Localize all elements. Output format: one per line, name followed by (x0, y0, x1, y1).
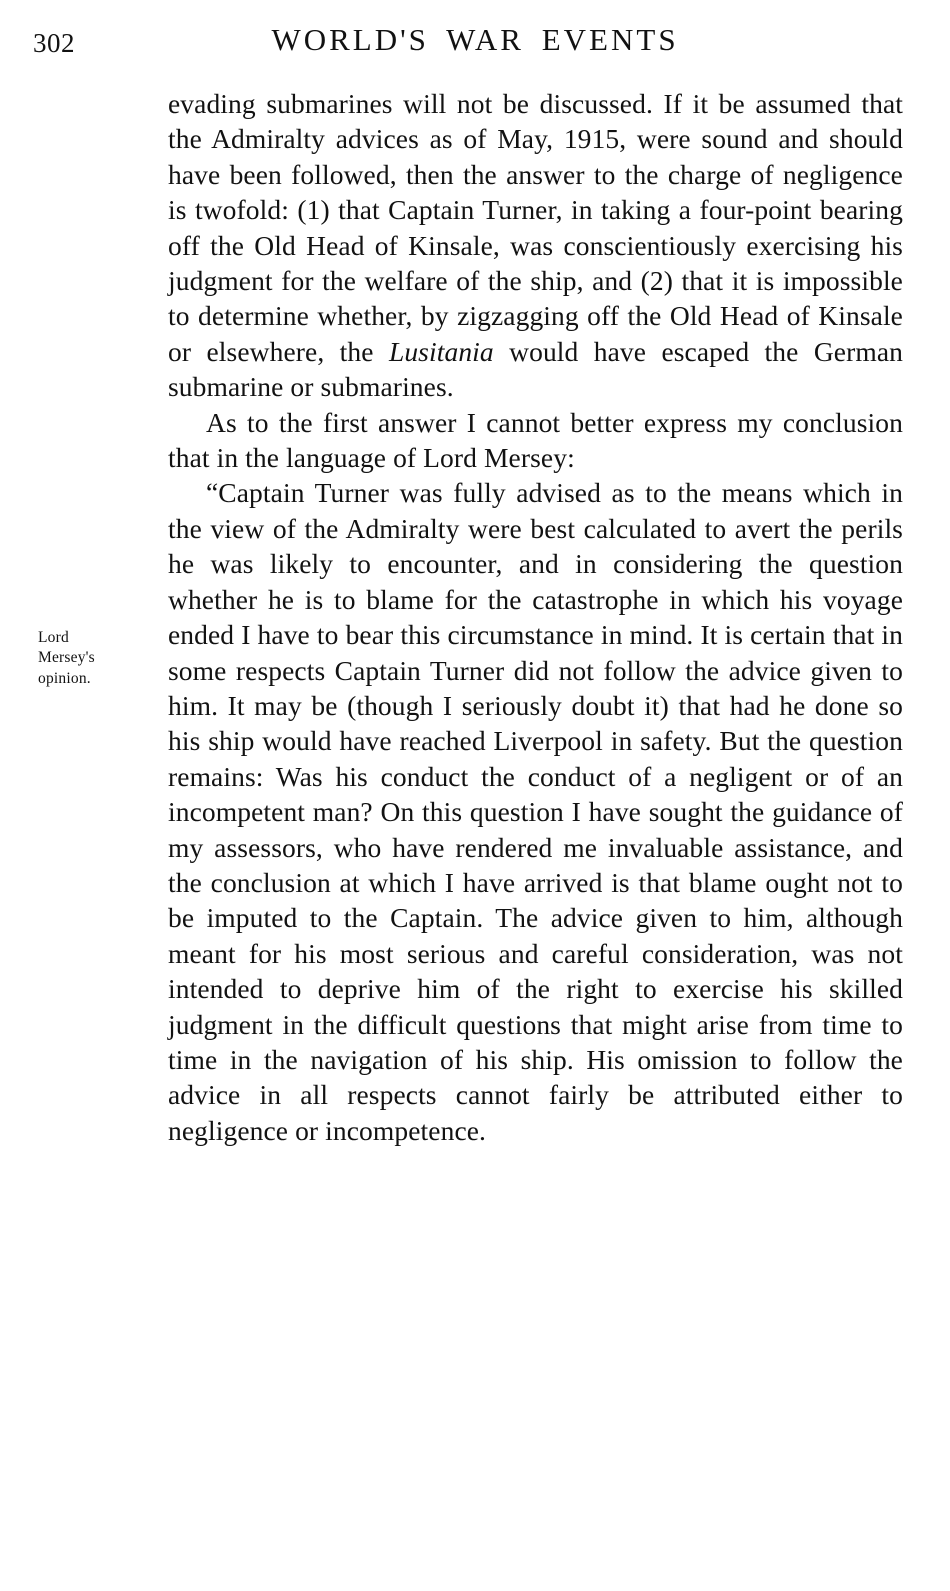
running-head (0, 22, 950, 68)
text-column (168, 86, 903, 1148)
paragraph-2-text: As to the first answer I cannot better express my conclusion that in the language of Lord Mersey: (168, 406, 903, 474)
page-number: 302 (33, 28, 75, 58)
marginal-note (38, 628, 158, 689)
marginal-note-line-2: Mersey's (38, 649, 95, 667)
paragraph-1 (168, 86, 903, 405)
paragraph-2 (168, 405, 903, 476)
ship-name-lusitania: Lusitania (388, 335, 494, 367)
marginal-note-line-3: opinion. (38, 669, 91, 687)
paragraph-1-part-b: would have escaped the German submarine or submarines. (168, 335, 903, 403)
paragraph-3-text: “Captain Turner was fully advised as to the means which in the view of the Admiralty were best calculated to avert the perils he was likely to encounter, and in considering the question whether he is to blame for the catastrophe in which his voyage ended I have to bear this circumstance in mind. It is certain that in some respects Captain Turner did not follow the advice given to him. It may be (though I seriously doubt it) that had he done so his ship would have reached Liverpool in safety. But the question remains: Was his conduct the conduct of a negligent or of an incompetent man? On this question I have sought the guidance of my assessors, who have rendered me invaluable assistance, and the conclusion at which I have arrived is that blame ought not to be imputed to the Captain. The advice given to him, although meant for his most serious and careful consideration, was not intended to deprive him of the right to exercise his skilled judgment in the difficult questions that might arise from time to time in the navigation of his ship. His omission to follow the advice in all respects cannot fairly be attributed either to negligence or incompetence. (168, 477, 903, 1146)
paragraph-3-quotation (168, 475, 903, 1148)
marginal-note-line-1: Lord (38, 629, 69, 646)
paragraph-1-part-a: evading submarines will not be discussed. If it be assumed that the Admiralty advices as of May, 1915, were sound and should have been followed, then the answer to the charge of negligence is twofold: (1) that Captain Turner, in taking a four-point bearing off the Old Head of Kinsale, was conscientiously exercising his judgment for the welfare of the ship, and (2) that it is impossible to determine whether, by zigzagging off the Old Head of Kinsale or elsewhere, the (168, 88, 903, 367)
running-head-title: WORLD'S WAR EVENTS (271, 22, 679, 57)
